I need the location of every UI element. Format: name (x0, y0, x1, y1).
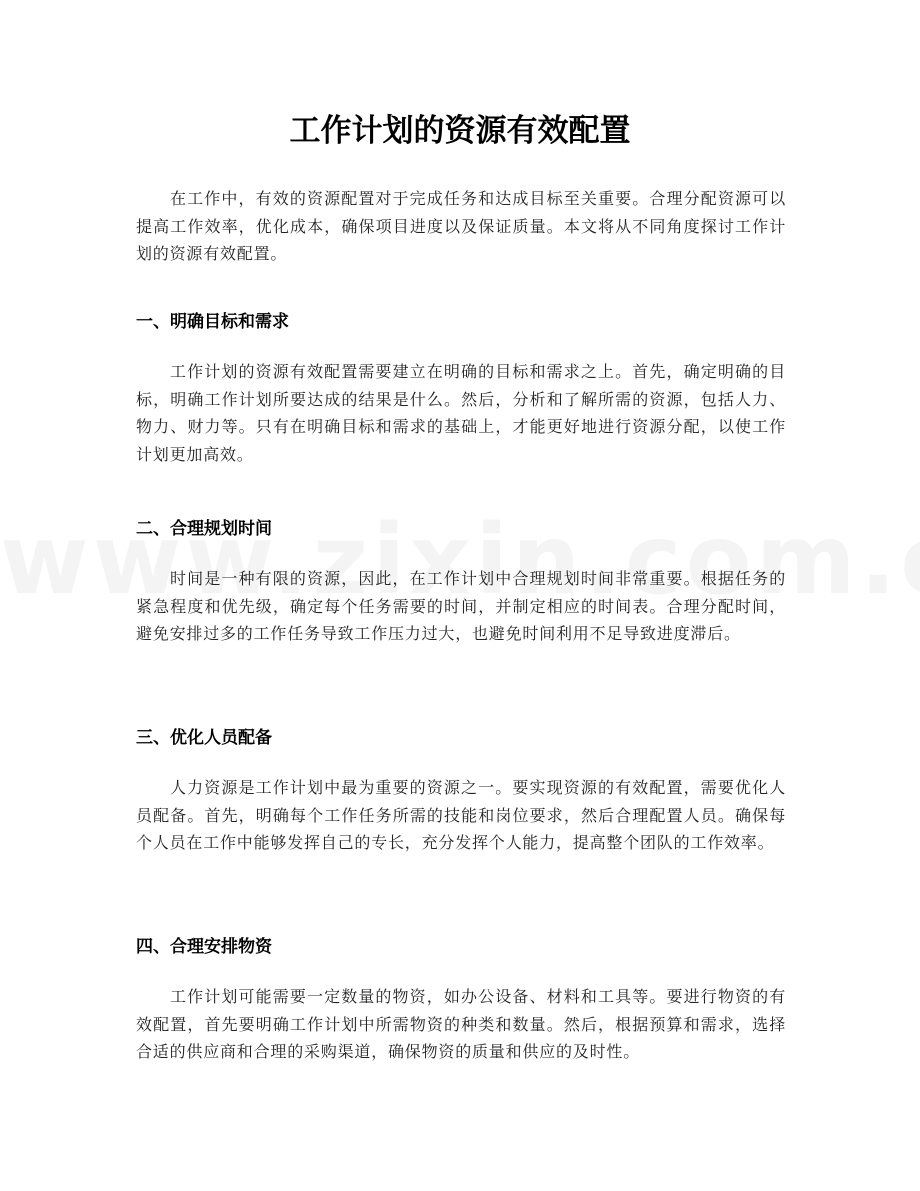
section-heading-3: 三、优化人员配备 (136, 728, 272, 748)
section-heading-4: 四、合理安排物资 (136, 937, 272, 957)
page-title: 工作计划的资源有效配置 (289, 113, 631, 149)
section-body-3: 人力资源是工作计划中最为重要的资源之一。要实现资源的有效配置，需要优化人员配备。首先，明确每个工作任务所需的技能和岗位要求，然后合理配置人员。确保每个人员在工作中能够发挥自己的专长，充分发挥个人能力，提高整个团队的工作效率。 (136, 778, 786, 853)
section-heading-1: 一、明确目标和需求 (136, 312, 289, 332)
section-body-2: 时间是一种有限的资源，因此，在工作计划中合理规划时间非常重要。根据任务的紧急程度和优先级，确定每个任务需要的时间，并制定相应的时间表。合理分配时间，避免安排过多的工作任务导致工作压力过大，也避免时间利用不足导致进度滞后。 (136, 569, 786, 644)
section-body-1: 工作计划的资源有效配置需要建立在明确的目标和需求之上。首先，确定明确的目标，明确工作计划所要达成的结果是什么。然后，分析和了解所需的资源，包括人力、物力、财力等。只有在明确目标和需求的基础上，才能更好地进行资源分配，以使工作计划更加高效。 (136, 362, 786, 464)
section-heading-2: 二、合理规划时间 (136, 519, 272, 539)
intro-paragraph: 在工作中，有效的资源配置对于完成任务和达成目标至关重要。合理分配资源可以提高工作效率，优化成本，确保项目进度以及保证质量。本文将从不同角度探讨工作计划的资源有效配置。 (136, 189, 786, 264)
section-body-4: 工作计划可能需要一定数量的物资，如办公设备、材料和工具等。要进行物资的有效配置，首先要明确工作计划中所需物资的种类和数量。然后，根据预算和需求，选择合适的供应商和合理的采购渠道，确保物资的质量和供应的及时性。 (136, 987, 786, 1062)
